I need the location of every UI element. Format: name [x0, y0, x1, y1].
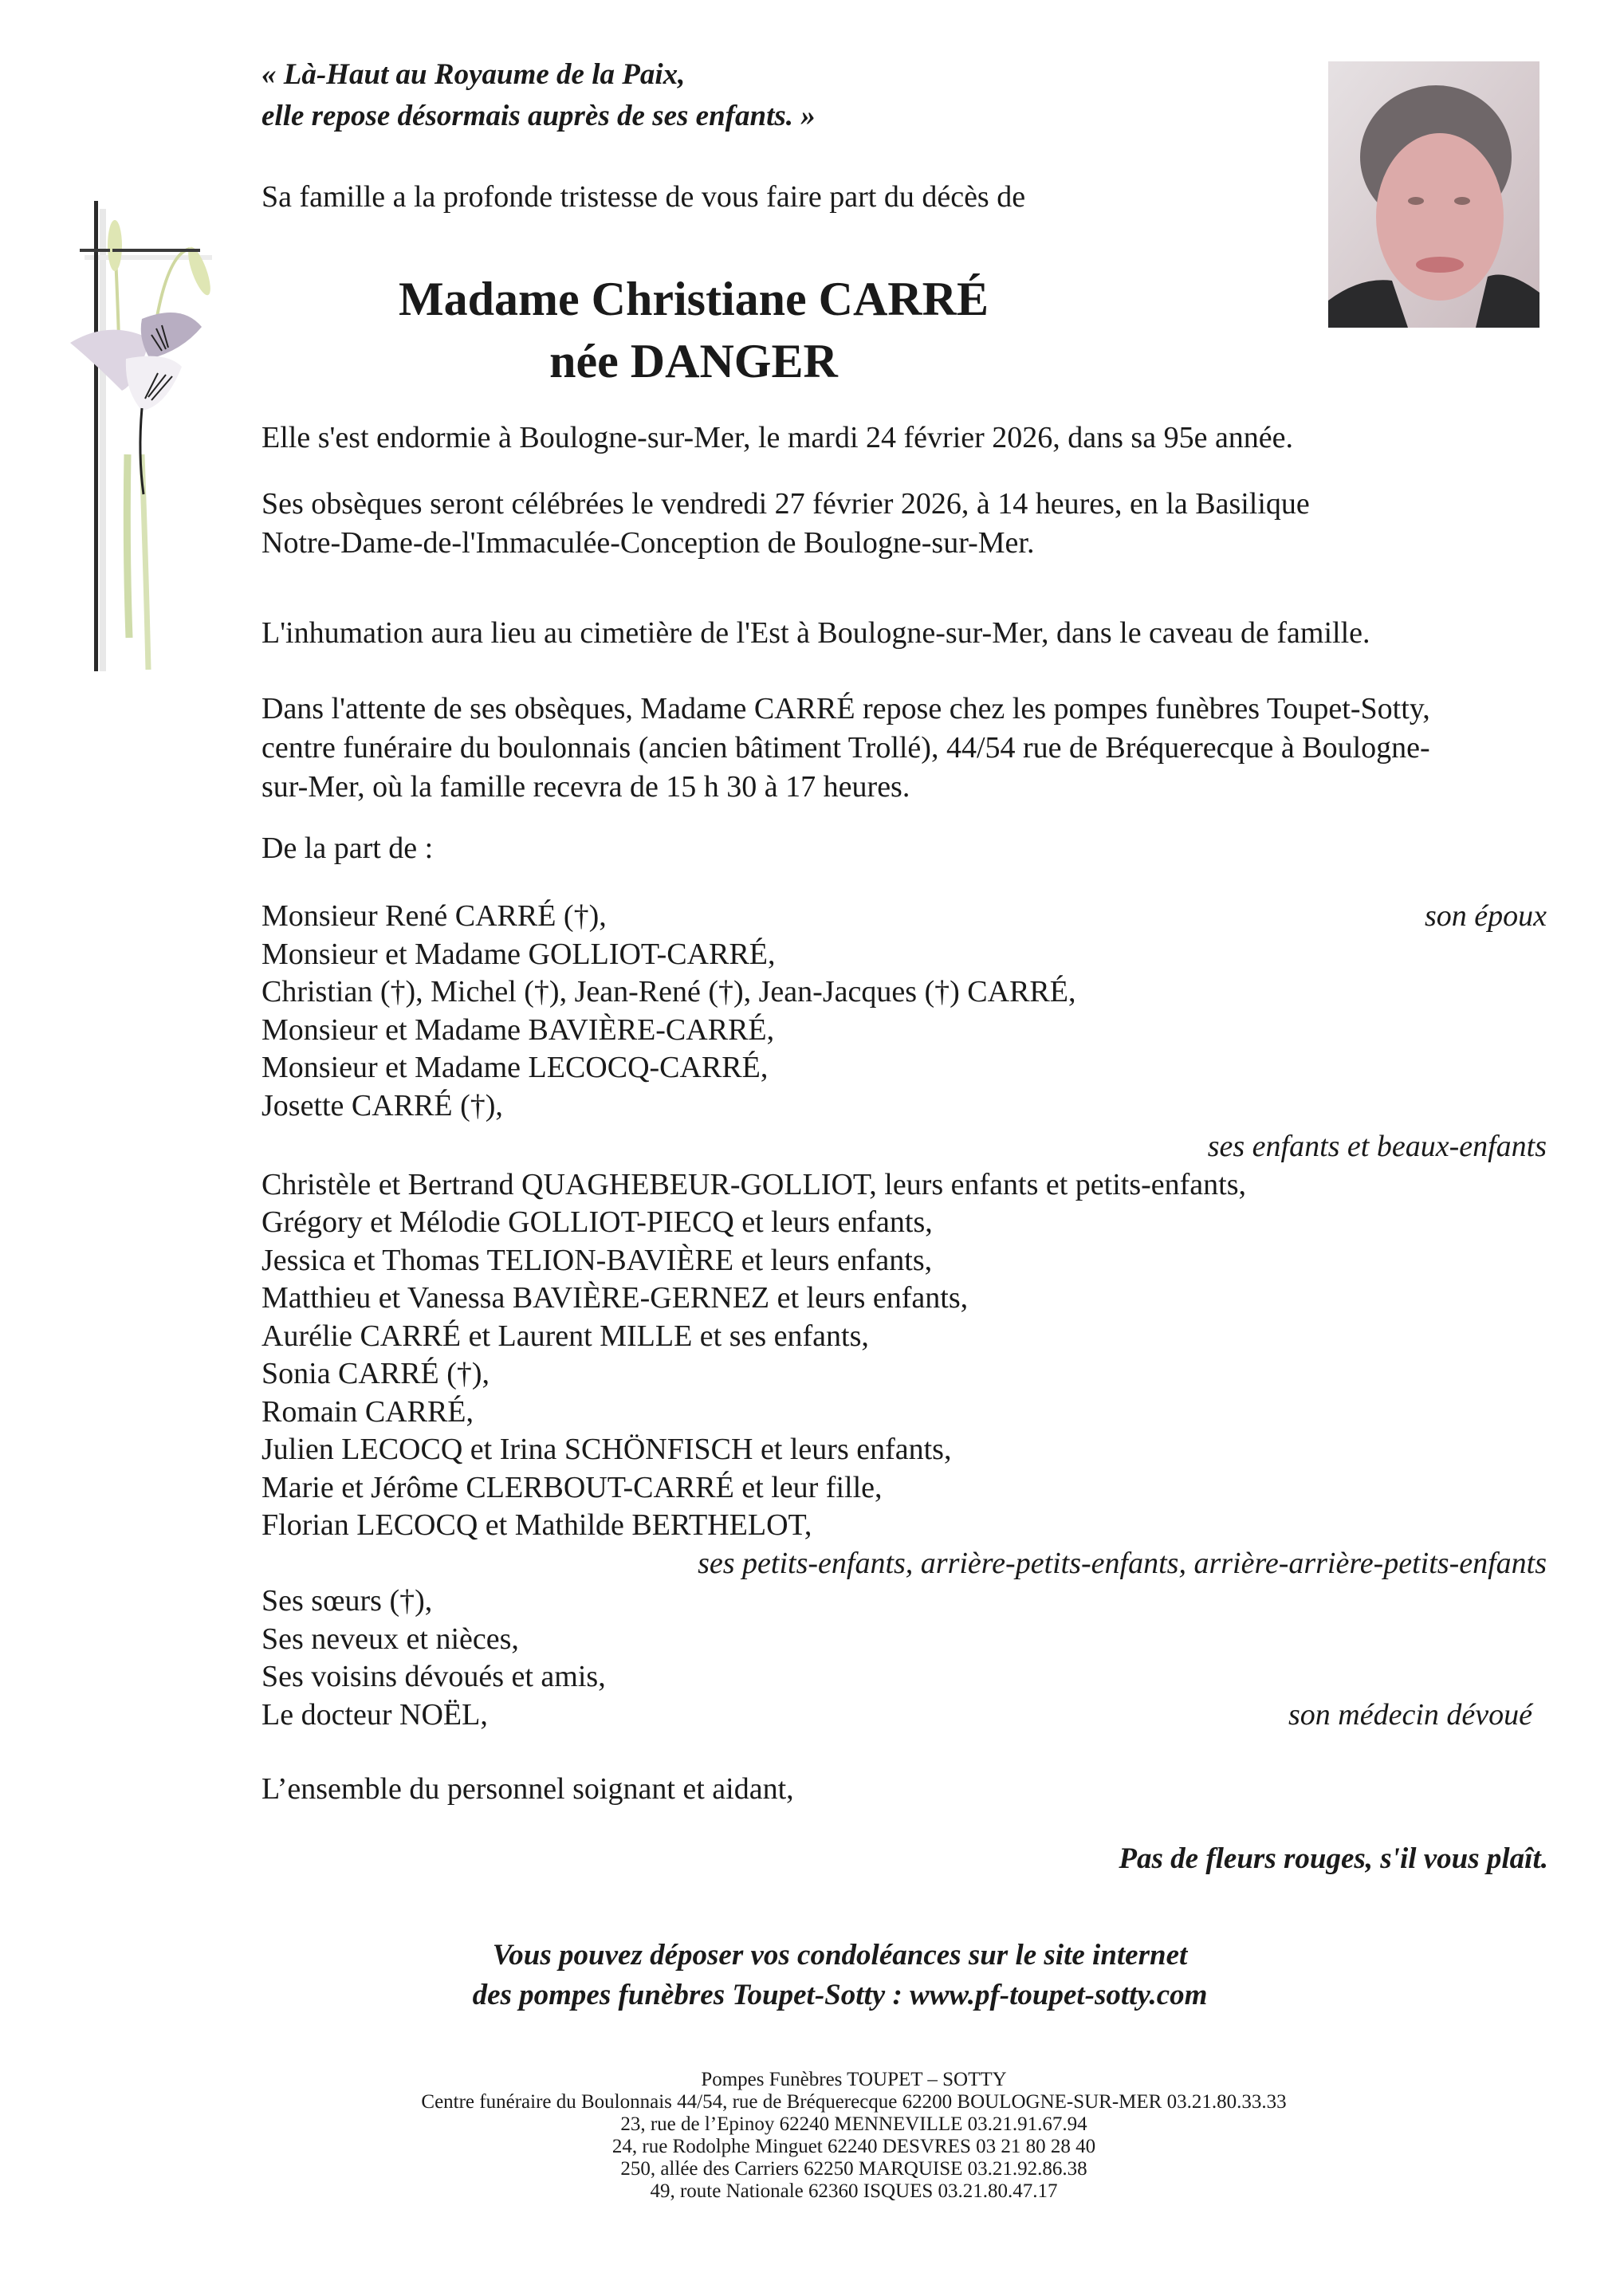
footer-address: 24, rue Rodolphe Minguet 62240 DESVRES 03 21 80 28 40 — [611, 2136, 1096, 2157]
death-announcement: Elle s'est endormie à Boulogne-sur-Mer, le mardi 24 février 2026, dans sa 95e année. — [261, 421, 1294, 454]
funeral-home-footer — [0, 2069, 1624, 2203]
condolences-line-1: Vous pouvez déposer vos condoléances sur le site internet — [492, 1939, 1188, 1972]
family-member: Grégory et Mélodie GOLLIOT-PIECQ et leurs enfants, — [261, 1205, 933, 1239]
footer-address: 23, rue de l’Epinoy 62240 MENNEVILLE 03.21.91.67.94 — [620, 2113, 1087, 2135]
family-member: Florian LECOCQ et Mathilde BERTHELOT, — [261, 1508, 812, 1542]
deceased-maiden-name: née DANGER — [549, 335, 838, 387]
epitaph-quote — [261, 54, 816, 137]
quote-line-1: « Là-Haut au Royaume de la Paix, — [261, 58, 686, 91]
family-member: Christèle et Bertrand QUAGHEBEUR-GOLLIOT, leurs enfants et petits-enfants, — [261, 1167, 1247, 1201]
family-member: Monsieur et Madame GOLLIOT-CARRÉ, — [261, 937, 776, 971]
staff-row: L’ensemble du personnel soignant et aidant, — [261, 1772, 794, 1806]
quote-line-2: elle repose désormais auprès de ses enfants. » — [261, 100, 816, 132]
family-member: Julien LECOCQ et Irina SCHÖNFISCH et leurs enfants, — [261, 1433, 952, 1466]
family-member: Jessica et Thomas TELION-BAVIÈRE et leurs enfants, — [261, 1243, 933, 1277]
viewing-line-3: sur-Mer, où la famille recevra de 15 h 30 à 17 heures. — [261, 770, 910, 804]
doctor-label: son médecin dévoué — [1288, 1697, 1532, 1732]
family-member: Aurélie CARRÉ et Laurent MILLE et ses enfants, — [261, 1319, 869, 1353]
grandchildren-label: ses petits-enfants, arrière-petits-enfants, arrière-arrière-petits-enfants — [698, 1546, 1547, 1580]
viewing-line-1: Dans l'attente de ses obsèques, Madame CARRÉ repose chez les pompes funèbres Toupet-Sotty, — [261, 692, 1430, 725]
spouse-label: son époux — [1424, 899, 1547, 933]
portrait-image — [1328, 61, 1539, 328]
family-member: Romain CARRÉ, — [261, 1394, 474, 1429]
doctor-row — [261, 1696, 1547, 1735]
footer-address: 49, route Nationale 62360 ISQUES 03.21.80.47.17 — [650, 2180, 1058, 2202]
family-member: Ses sœurs (†), — [261, 1584, 433, 1618]
viewing-line-2: centre funéraire du boulonnais (ancien bâtiment Trollé), 44/54 rue de Bréquerecque à Boulogne- — [261, 731, 1430, 765]
funeral-line-1: Ses obsèques seront célébrées le vendredi 27 février 2026, à 14 heures, en la Basilique — [261, 487, 1310, 521]
family-member: Monsieur et Madame BAVIÈRE-CARRÉ, — [261, 1012, 775, 1047]
condolences-note — [0, 1936, 1624, 2015]
family-member: Marie et Jérôme CLERBOUT-CARRÉ et leur fille, — [261, 1470, 883, 1504]
funeral-line-2: Notre-Dame-de-l'Immaculée-Conception de Boulogne-sur-Mer. — [261, 526, 1035, 560]
intro-text: Sa famille a la profonde tristesse de vous faire part du décès de — [261, 180, 1026, 214]
deceased-name: Madame Christiane CARRÉ — [399, 273, 989, 325]
funeral-details — [261, 485, 1553, 563]
family-member: Josette CARRÉ (†), — [261, 1088, 503, 1122]
spouse-row — [261, 898, 1547, 936]
no-red-flowers-note: Pas de fleurs rouges, s'il vous plaît. — [1119, 1842, 1548, 1875]
spouse-name: Monsieur René CARRÉ (†), — [261, 899, 607, 933]
doctor-name: Le docteur NOËL, — [261, 1697, 488, 1732]
family-member: Sonia CARRÉ (†), — [261, 1357, 490, 1390]
portrait-photo — [1328, 61, 1539, 328]
condolences-line-2[interactable]: des pompes funèbres Toupet-Sotty : www.pf-toupet-sotty.com — [472, 1979, 1208, 2011]
footer-company: Pompes Funèbres TOUPET – SOTTY — [701, 2069, 1007, 2090]
footer-address: 250, allée des Carriers 62250 MARQUISE 03.21.92.86.38 — [620, 2158, 1087, 2180]
family-list — [261, 898, 1547, 1809]
family-member: Christian (†), Michel (†), Jean-René (†), Jean-Jacques (†) CARRÉ, — [261, 975, 1076, 1008]
footer-address: Centre funéraire du Boulonnais 44/54, rue de Bréquerecque 62200 BOULOGNE-SUR-MER 03.21.80.33.33 — [421, 2091, 1287, 2113]
family-member: Ses neveux et nièces, — [261, 1622, 519, 1656]
family-member: Matthieu et Vanessa BAVIÈRE-GERNEZ et leurs enfants, — [261, 1281, 969, 1315]
children-label: ses enfants et beaux-enfants — [1207, 1130, 1547, 1163]
viewing-details — [261, 690, 1553, 807]
burial-details: L'inhumation aura lieu au cimetière de l'Est à Boulogne-sur-Mer, dans le caveau de famille. — [261, 616, 1370, 650]
family-member: Monsieur et Madame LECOCQ-CARRÉ, — [261, 1051, 769, 1084]
from-heading: De la part de : — [261, 832, 434, 865]
family-member: Ses voisins dévoués et amis, — [261, 1660, 606, 1693]
